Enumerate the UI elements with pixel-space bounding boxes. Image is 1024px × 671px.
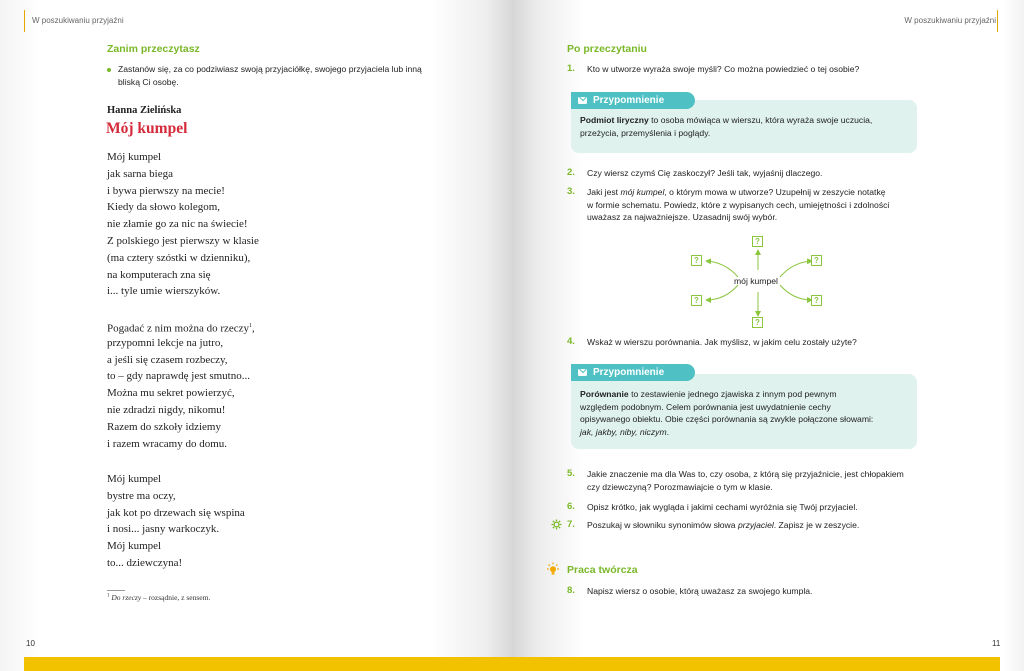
poem-line: bystre ma oczy,	[107, 489, 176, 502]
traits-diagram	[680, 232, 840, 332]
poem-line: jak sarna biega	[107, 167, 173, 180]
envelope-icon	[578, 369, 587, 376]
question-2	[567, 167, 927, 180]
poem-line: Pogadać z nim można do rzeczy$^1$,	[107, 322, 255, 335]
poem-line: Mój kumpel	[107, 151, 162, 163]
poem-line: Można mu sekret powierzyć,	[107, 387, 235, 400]
poem-line: nie zdradzi nigdy, nikomu!	[107, 403, 226, 416]
poem-line: Mój kumpel	[107, 540, 162, 553]
footnote-ref[interactable]: 1	[249, 323, 253, 329]
reminder-text-2: Porównanie to zestawienie jednego zjawiska z innym pod pewnym względem podobnym. Celem porównania jest uwydatnienie cechy opisywanego obiektu. Obie części porównania są zwykle połączone słowami: jak, jakby, niby, niczym.	[580, 389, 874, 437]
poem-line: jak kot po drzewach się wspina	[107, 506, 245, 519]
question-3	[567, 186, 927, 224]
reminder-tab-1: Przypomnienie	[571, 92, 695, 109]
question-text: Opisz krótko, jak wygląda i jakimi cechami wyróżnia się Twój przyjaciel.	[587, 502, 858, 512]
question-6	[567, 501, 927, 514]
reminder-box-2	[571, 374, 917, 449]
question-text: Napisz wiersz o osobie, którą uważasz za swojego kumpla.	[587, 586, 813, 596]
poem-line: i... tyle umie wierszyków.	[107, 285, 221, 298]
poem-line: i nosi... jasny warkoczyk.	[107, 523, 220, 536]
before-reading-heading: Zanim przeczytasz	[107, 43, 200, 55]
poem-line: i razem wracamy do domu.	[107, 437, 228, 450]
question-number: 7.	[567, 519, 575, 530]
creative-work-heading: Praca twórcza	[567, 564, 638, 576]
poem-line: przypomni lekcje na jutro,	[107, 336, 224, 349]
footnote-rule	[107, 590, 125, 591]
after-reading-heading: Po przeczytaniu	[567, 43, 647, 55]
poem-title: Mój kumpel	[106, 120, 188, 137]
poem-line: nie złamie go za nic na świecie!	[107, 218, 248, 231]
poem-line: na komputerach zna się	[107, 268, 211, 281]
poem-line: (ma cztery szóstki w dzienniku),	[107, 251, 251, 264]
question-text: Jaki jest mój kumpel, o którym mowa w utworze? Uzupełnij w zeszycie notatkę w formie schematu. Powiedz, które z wypisanych cech, umiejętności i zdolności uważasz za najważniejsze. Uzasadnij swój wybór.	[587, 187, 890, 223]
diagram-placeholder[interactable]: ?	[691, 255, 702, 266]
page-number-left: 10	[26, 639, 35, 648]
footnote: $^1$ Do rzeczy – rozsądnie, z sensem.	[107, 593, 211, 602]
question-text: Jakie znaczenie ma dla Was to, czy osoba, z którą się przyjaźnicie, jest chłopakiem czy dziewczyną? Porozmawiajcie o tym w klasie.	[587, 469, 904, 492]
bottom-yellow-bar	[24, 657, 1000, 671]
question-number: 5.	[567, 468, 575, 479]
header-rule-left	[24, 10, 25, 32]
question-text: Czy wiersz czymś Cię zaskoczył? Jeśli tak, wyjaśnij dlaczego.	[587, 168, 823, 178]
diagram-placeholder[interactable]: ?	[691, 295, 702, 306]
poem-author: Hanna Zielińska	[107, 105, 182, 116]
question-4	[567, 336, 927, 349]
question-number: 3.	[567, 186, 575, 197]
question-8	[567, 585, 927, 598]
bullet-dot-icon	[107, 68, 111, 72]
envelope-icon	[578, 97, 587, 104]
question-number: 4.	[567, 336, 575, 347]
poem-stanza-2	[107, 318, 255, 452]
diagram-placeholder[interactable]: ?	[811, 295, 822, 306]
running-head-right: W poszukiwaniu przyjaźni	[904, 16, 996, 25]
question-text: Kto w utworze wyraża swoje myśli? Co można powiedzieć o tej osobie?	[587, 64, 860, 74]
question-1	[567, 63, 927, 76]
poem-line: to – gdy naprawdę jest smutno...	[107, 370, 250, 383]
question-text: Wskaż w wierszu porównania. Jak myślisz, w jakim celu zostały użyte?	[587, 337, 857, 347]
arrow-upper-right	[780, 261, 812, 277]
poem-line: Mój kumpel	[107, 473, 162, 485]
question-number: 6.	[567, 501, 575, 512]
poem-line: Kiedy da słowo kolegom,	[107, 201, 221, 214]
diagram-placeholder[interactable]: ?	[752, 317, 763, 328]
question-5	[567, 468, 937, 493]
arrow-lower-right	[780, 285, 812, 300]
bullet-line: bliską Ci osobę.	[118, 76, 179, 87]
poem-line: i bywa pierwszy na mecie!	[107, 184, 225, 197]
question-number: 1.	[567, 63, 575, 74]
poem-line: Razem do szkoły idziemy	[107, 420, 221, 433]
running-head-left: W poszukiwaniu przyjaźni	[32, 16, 124, 25]
diagram-placeholder[interactable]: ?	[752, 236, 763, 247]
question-text: Poszukaj w słowniku synonimów słowa przyjaciel. Zapisz je w zeszycie.	[587, 520, 860, 530]
question-number: 8.	[567, 585, 575, 596]
poem-line: Z polskiego jest pierwszy w klasie	[107, 234, 259, 247]
header-rule-right	[997, 10, 998, 32]
bullet-line: Zastanów się, za co podziwiasz swoją przyjaciółkę, swojego przyjaciela lub inną	[118, 64, 422, 74]
diagram-center-label: mój kumpel	[734, 276, 778, 286]
question-number: 2.	[567, 167, 575, 178]
gear-icon	[551, 519, 562, 530]
before-reading-bullet	[107, 63, 452, 88]
lightbulb-icon	[546, 562, 560, 576]
poem-stanza-3	[107, 471, 245, 572]
page-number-right: 11	[992, 639, 1001, 648]
poem-line: a jeśli się czasem rozbeczy,	[107, 353, 228, 366]
poem-line: to... dziewczyna!	[107, 556, 183, 569]
poem-stanza-1	[107, 149, 259, 300]
diagram-placeholder[interactable]: ?	[811, 255, 822, 266]
question-7	[567, 519, 927, 532]
reminder-text-1: Podmiot liryczny to osoba mówiąca w wierszu, która wyraża swoje uczucia, przeżycia, przemyślenia i poglądy.	[580, 115, 873, 138]
reminder-tab-2: Przypomnienie	[571, 364, 695, 381]
